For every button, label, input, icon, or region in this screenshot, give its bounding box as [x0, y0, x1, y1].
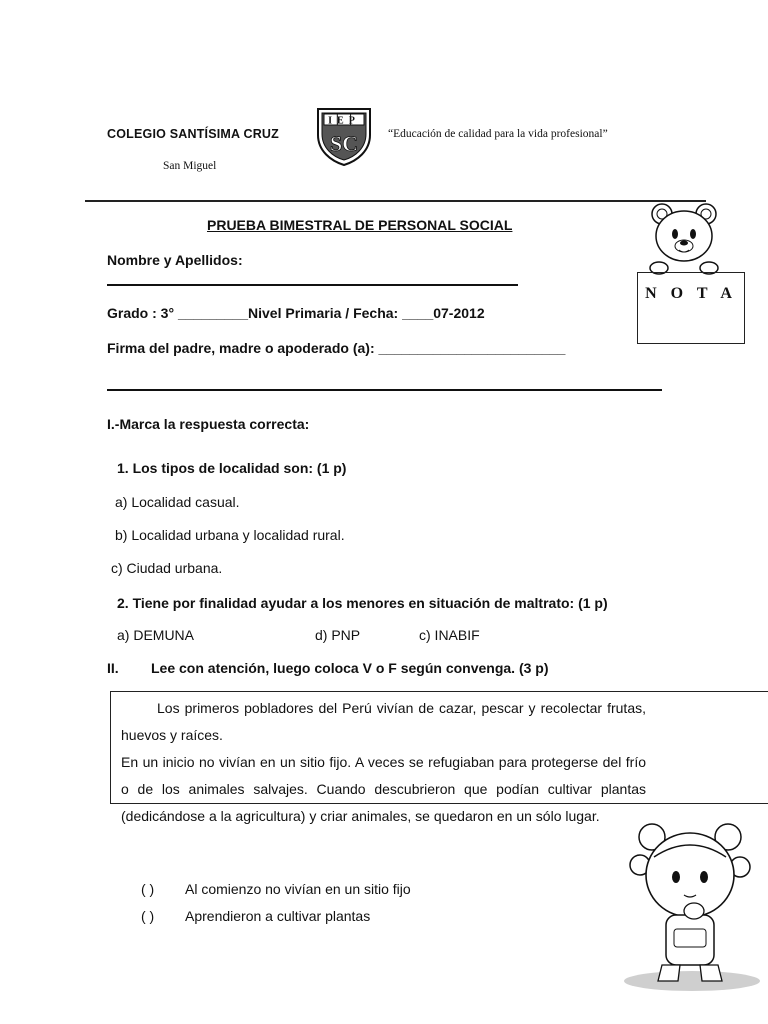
- logo-monogram: SC: [329, 131, 359, 156]
- section2-number: II.: [107, 660, 119, 676]
- question-2: 2. Tiene por finalidad ayudar a los menores en situación de maltrato: (1 p): [117, 595, 608, 611]
- signature-label: Firma del padre, madre o apoderado (a): ________________________: [107, 340, 566, 356]
- section1-heading: I.-Marca la respuesta correcta:: [107, 416, 310, 432]
- statement-1-blank[interactable]: ( ): [141, 881, 155, 897]
- reading-paragraph-1: Los primeros pobladores del Perú vivían de cazar, pescar y recolectar frutas, huevos y raíces.: [121, 700, 646, 743]
- signature-divider: [107, 389, 662, 391]
- header-divider: [85, 200, 706, 202]
- school-location: San Miguel: [163, 160, 217, 172]
- school-logo: [313, 105, 375, 167]
- reading-paragraph-2: En un inicio no vivían en un sitio fijo. A veces se refugiaban para protegerse del frío o de los animales salvajes. Cuando descubrieron que podían cultivar plantas (dedicándose a la agricultura) y criar animales, se quedaron en un sólo lugar.: [121, 754, 646, 824]
- logo-letters: IEP: [328, 115, 360, 127]
- statement-1-text: Al comienzo no vivían en un sitio fijo: [185, 881, 411, 897]
- question-1: 1. Los tipos de localidad son: (1 p): [117, 460, 347, 476]
- q1-option-a[interactable]: a) Localidad casual.: [115, 494, 240, 510]
- girl-illustration: [610, 815, 768, 995]
- grade-box: [637, 272, 745, 344]
- exam-title: PRUEBA BIMESTRAL DE PERSONAL SOCIAL: [207, 217, 513, 233]
- school-name: COLEGIO SANTÍSIMA CRUZ: [107, 127, 279, 141]
- school-motto: “Educación de calidad para la vida profesional”: [388, 128, 608, 140]
- statement-2-blank[interactable]: ( ): [141, 908, 155, 924]
- q2-option-c[interactable]: c) INABIF: [419, 627, 480, 643]
- reading-passage: [121, 695, 646, 830]
- q1-option-b[interactable]: b) Localidad urbana y localidad rural.: [115, 527, 345, 543]
- q1-option-c[interactable]: c) Ciudad urbana.: [111, 560, 223, 576]
- statement-2-text: Aprendieron a cultivar plantas: [185, 908, 371, 924]
- name-label: Nombre y Apellidos:: [107, 252, 243, 268]
- section2-heading: Lee con atención, luego coloca V o F según convenga. (3 p): [151, 660, 549, 676]
- q2-option-a[interactable]: a) DEMUNA: [117, 627, 195, 643]
- teddy-bear-illustration: [645, 200, 723, 276]
- grade-date-line: Grado : 3° _________Nivel Primaria / Fecha: ____07-2012: [107, 305, 485, 321]
- name-blank-line: [107, 284, 518, 286]
- grade-box-label: N O T A: [645, 285, 737, 302]
- q2-option-d[interactable]: d) PNP: [315, 627, 361, 643]
